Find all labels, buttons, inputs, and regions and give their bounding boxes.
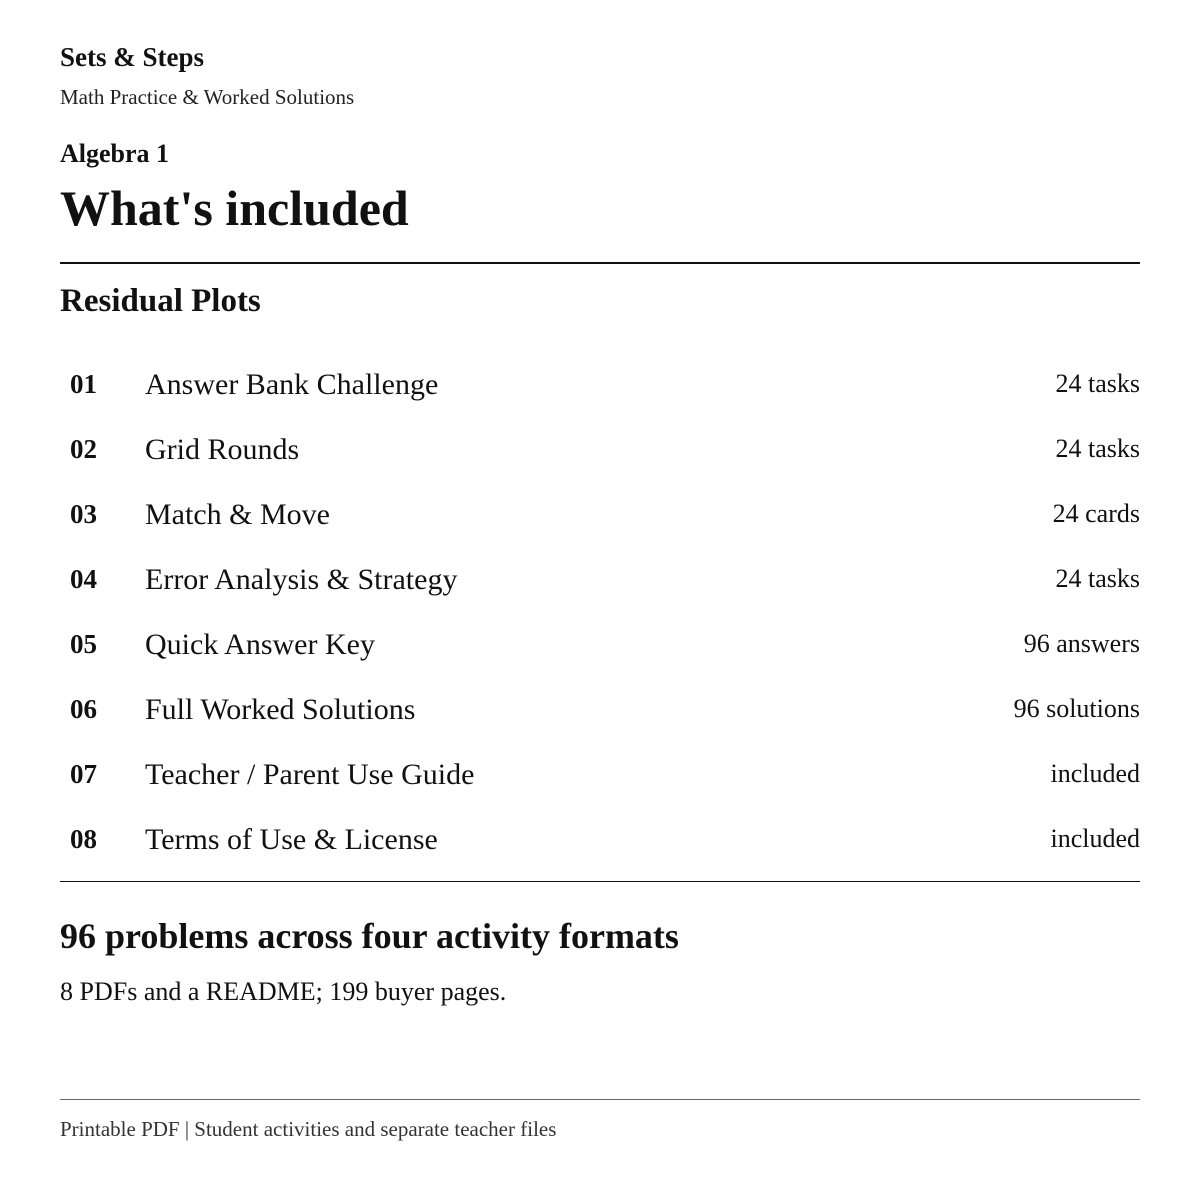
footer-text: Printable PDF | Student activities and separate teacher files bbox=[60, 1117, 557, 1141]
list-item bbox=[60, 547, 1140, 612]
item-number: 02 bbox=[70, 434, 97, 464]
list-item bbox=[60, 417, 1140, 482]
list-item bbox=[60, 677, 1140, 742]
item-number: 07 bbox=[70, 759, 97, 789]
item-count: 24 tasks bbox=[1055, 434, 1140, 463]
item-count: included bbox=[1050, 824, 1140, 853]
item-number: 01 bbox=[70, 369, 97, 399]
item-number: 03 bbox=[70, 499, 97, 529]
item-number: 08 bbox=[70, 824, 97, 854]
section-title: Residual Plots bbox=[60, 283, 261, 319]
list-item bbox=[60, 482, 1140, 547]
list-item bbox=[60, 352, 1140, 417]
summary-heading: 96 problems across four activity formats bbox=[60, 916, 679, 956]
item-count: 96 solutions bbox=[1013, 694, 1140, 723]
item-title: Teacher / Parent Use Guide bbox=[145, 758, 475, 791]
page-title: What's included bbox=[60, 180, 409, 236]
item-number: 06 bbox=[70, 694, 97, 724]
item-title: Full Worked Solutions bbox=[145, 693, 416, 726]
item-title: Grid Rounds bbox=[145, 433, 300, 466]
list-item bbox=[60, 807, 1140, 872]
item-title: Match & Move bbox=[145, 498, 330, 531]
item-title: Terms of Use & License bbox=[145, 823, 438, 856]
course-label: Algebra 1 bbox=[60, 139, 170, 168]
item-count: 96 answers bbox=[1023, 629, 1140, 658]
header-divider bbox=[60, 262, 1140, 264]
item-title: Quick Answer Key bbox=[145, 628, 375, 661]
item-number: 04 bbox=[70, 564, 97, 594]
list-item bbox=[60, 742, 1140, 807]
brand-name: Sets & Steps bbox=[60, 42, 205, 72]
item-title: Answer Bank Challenge bbox=[145, 368, 439, 401]
item-title: Error Analysis & Strategy bbox=[145, 563, 458, 596]
item-count: 24 cards bbox=[1052, 499, 1140, 528]
summary-text: 8 PDFs and a README; 199 buyer pages. bbox=[60, 977, 507, 1006]
item-number: 05 bbox=[70, 629, 97, 659]
item-count: included bbox=[1050, 759, 1140, 788]
product-page bbox=[60, 0, 1140, 1200]
item-count: 24 tasks bbox=[1055, 369, 1140, 398]
brand-tagline: Math Practice & Worked Solutions bbox=[60, 85, 355, 109]
contents-list bbox=[60, 352, 1140, 872]
footer-divider bbox=[60, 1099, 1140, 1100]
item-count: 24 tasks bbox=[1055, 564, 1140, 593]
list-item bbox=[60, 612, 1140, 677]
contents-divider bbox=[60, 881, 1140, 882]
